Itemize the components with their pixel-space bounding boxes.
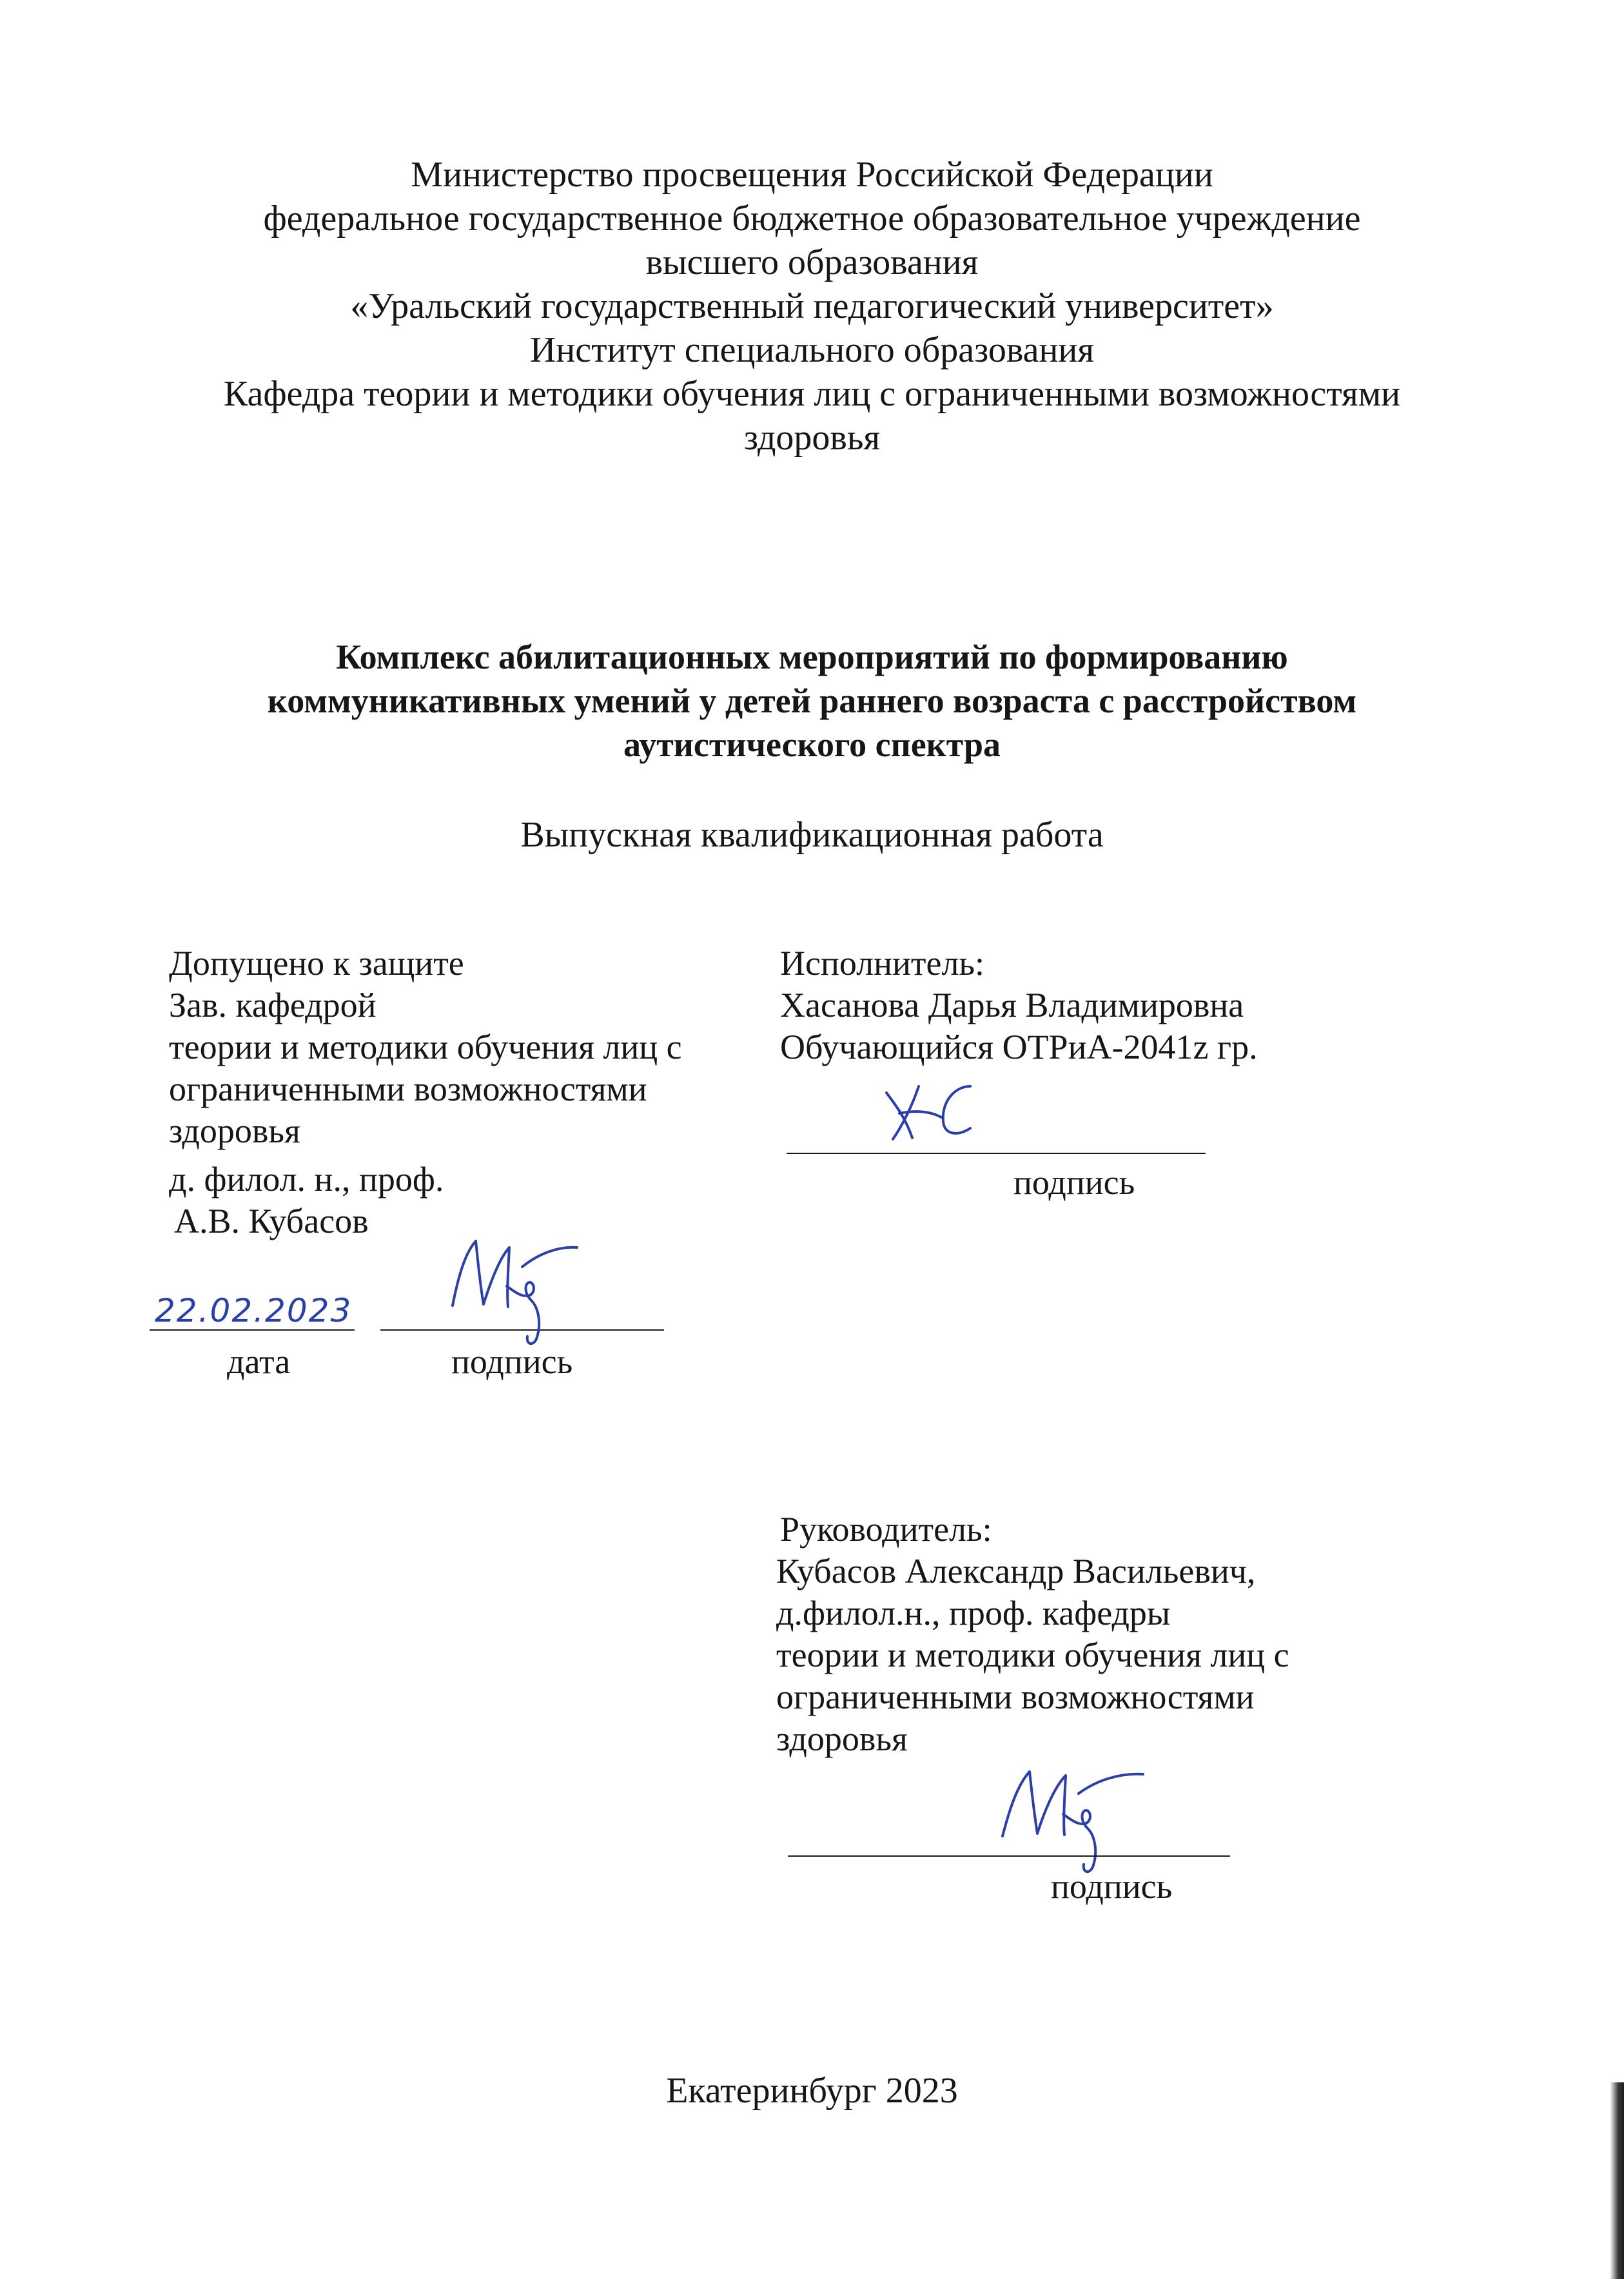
admission-dept-line-3: здоровья — [169, 1111, 300, 1150]
admission-degree: д. филол. н., проф. — [169, 1160, 444, 1198]
supervisor-signature-line — [788, 1855, 1230, 1857]
supervisor-signature-icon — [996, 1754, 1151, 1876]
department-line-1: Кафедра теории и методики обучения лиц с ограниченными возможностями — [223, 374, 1401, 414]
supervisor-dept-line-1: теории и методики обучения лиц с — [776, 1636, 1289, 1674]
handwritten-date: 22.02.2023 — [155, 1292, 353, 1329]
admission-head-title: Зав. кафедрой — [169, 986, 377, 1024]
supervisor-degree: д.филол.н., проф. кафедры — [776, 1594, 1171, 1632]
admission-dept-line-1: теории и методики обучения лиц с — [169, 1028, 682, 1066]
supervisor-dept-line-2: ограниченными возможностями — [776, 1677, 1255, 1716]
executor-signature-icon — [874, 1067, 990, 1151]
department-line-2: здоровья — [743, 418, 881, 458]
supervisor-dept-line-3: здоровья — [776, 1719, 908, 1758]
work-type: Выпускная квалификационная работа — [520, 815, 1104, 855]
executor-group: Обучающийся ОТРиА-2041z гр. — [780, 1028, 1258, 1066]
executor-name: Хасанова Дарья Владимировна — [780, 986, 1244, 1024]
title-line-1: Комплекс абилитационных мероприятий по формированию — [336, 638, 1288, 676]
executor-signature-line — [787, 1153, 1206, 1154]
date-caption: дата — [227, 1342, 291, 1381]
date-line — [150, 1329, 355, 1331]
executor-heading: Исполнитель: — [780, 944, 985, 983]
scan-edge-shadow — [1610, 2082, 1624, 2279]
institute-name: Институт специального образования — [529, 330, 1095, 370]
admission-signature-caption: подпись — [451, 1342, 573, 1381]
head-signature-icon — [445, 1228, 587, 1351]
city-year: Екатеринбург 2023 — [666, 2071, 958, 2111]
title-line-3: аутистического спектра — [623, 725, 1001, 764]
ministry-line: Министерство просвещения Российской Федерации — [411, 155, 1213, 195]
admission-dept-line-2: ограниченными возможностями — [169, 1070, 647, 1108]
executor-signature-caption: подпись — [1013, 1163, 1135, 1202]
admission-head-name: А.В. Кубасов — [174, 1202, 369, 1240]
supervisor-heading: Руководитель: — [780, 1510, 992, 1549]
institution-line-1: федеральное государственное бюджетное образовательное учреждение — [263, 199, 1361, 239]
supervisor-name: Кубасов Александр Васильевич, — [776, 1552, 1256, 1590]
institution-line-2: высшего образования — [645, 242, 979, 282]
admission-heading: Допущено к защите — [169, 944, 464, 983]
university-name: «Уральский государственный педагогический университет» — [350, 286, 1274, 326]
supervisor-signature-caption: подпись — [1051, 1867, 1173, 1906]
title-line-2: коммуникативных умений у детей раннего возраста с расстройством — [267, 681, 1357, 720]
